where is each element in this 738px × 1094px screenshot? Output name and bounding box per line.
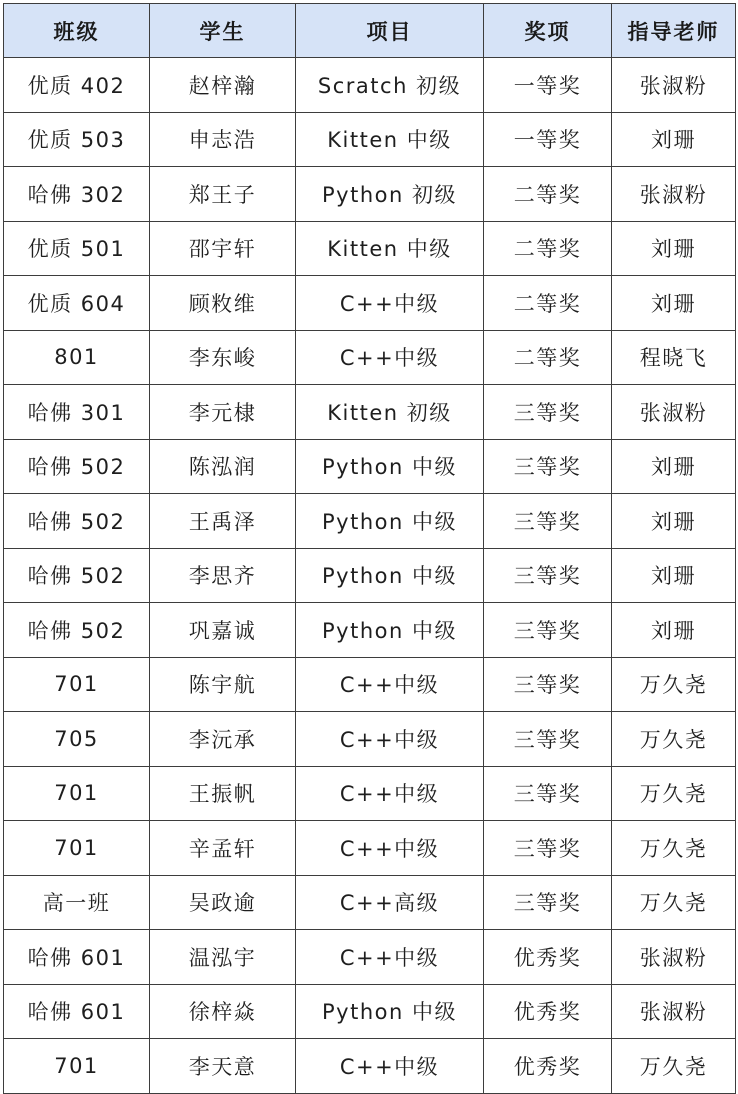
cell-award: 二等奖	[484, 330, 612, 385]
cell-teacher: 张淑粉	[612, 984, 736, 1039]
cell-teacher: 刘珊	[612, 548, 736, 603]
cell-student: 邵宇轩	[150, 221, 296, 276]
cell-teacher: 刘珊	[612, 112, 736, 167]
cell-student: 巩嘉诚	[150, 603, 296, 658]
cell-class: 优质 604	[4, 276, 150, 331]
table-row	[4, 875, 736, 930]
cell-class: 801	[4, 330, 150, 385]
table-row	[4, 385, 736, 440]
cell-teacher: 程晓飞	[612, 330, 736, 385]
header-student: 学生	[150, 4, 296, 58]
table-row	[4, 930, 736, 985]
table-row	[4, 494, 736, 549]
cell-class: 701	[4, 821, 150, 876]
table-row	[4, 330, 736, 385]
header-teacher: 指导老师	[612, 4, 736, 58]
cell-award: 一等奖	[484, 58, 612, 113]
cell-teacher: 万久尧	[612, 657, 736, 712]
cell-class: 高一班	[4, 875, 150, 930]
cell-project: C++中级	[296, 712, 484, 767]
table-row	[4, 821, 736, 876]
table-row	[4, 112, 736, 167]
cell-teacher: 刘珊	[612, 221, 736, 276]
cell-award: 二等奖	[484, 167, 612, 222]
cell-teacher: 刘珊	[612, 494, 736, 549]
table-row	[4, 1039, 736, 1094]
cell-student: 王振帆	[150, 766, 296, 821]
cell-teacher: 万久尧	[612, 1039, 736, 1094]
cell-teacher: 万久尧	[612, 821, 736, 876]
cell-project: C++中级	[296, 276, 484, 331]
cell-teacher: 刘珊	[612, 439, 736, 494]
cell-student: 郑王子	[150, 167, 296, 222]
cell-student: 赵梓瀚	[150, 58, 296, 113]
table-row	[4, 766, 736, 821]
table-row	[4, 603, 736, 658]
cell-project: Kitten 中级	[296, 221, 484, 276]
cell-award: 三等奖	[484, 875, 612, 930]
cell-class: 哈佛 601	[4, 984, 150, 1039]
cell-student: 李沅承	[150, 712, 296, 767]
cell-award: 一等奖	[484, 112, 612, 167]
cell-project: Kitten 初级	[296, 385, 484, 440]
table-row	[4, 167, 736, 222]
cell-class: 优质 501	[4, 221, 150, 276]
cell-award: 三等奖	[484, 494, 612, 549]
cell-project: Scratch 初级	[296, 58, 484, 113]
cell-teacher: 万久尧	[612, 875, 736, 930]
cell-award: 三等奖	[484, 548, 612, 603]
cell-class: 哈佛 502	[4, 548, 150, 603]
cell-project: Python 初级	[296, 167, 484, 222]
cell-student: 王禹泽	[150, 494, 296, 549]
cell-student: 李东峻	[150, 330, 296, 385]
cell-class: 哈佛 301	[4, 385, 150, 440]
cell-project: Kitten 中级	[296, 112, 484, 167]
table-header	[4, 4, 736, 58]
table-row	[4, 657, 736, 712]
cell-student: 李元棣	[150, 385, 296, 440]
cell-class: 优质 402	[4, 58, 150, 113]
header-row	[4, 4, 736, 58]
header-class: 班级	[4, 4, 150, 58]
cell-student: 辛孟轩	[150, 821, 296, 876]
cell-project: Python 中级	[296, 494, 484, 549]
cell-student: 陈泓润	[150, 439, 296, 494]
table-row	[4, 58, 736, 113]
cell-project: C++中级	[296, 657, 484, 712]
table-row	[4, 984, 736, 1039]
cell-student: 李思齐	[150, 548, 296, 603]
table-row	[4, 548, 736, 603]
cell-class: 哈佛 502	[4, 603, 150, 658]
cell-project: C++高级	[296, 875, 484, 930]
cell-class: 哈佛 302	[4, 167, 150, 222]
cell-student: 温泓宇	[150, 930, 296, 985]
cell-class: 701	[4, 1039, 150, 1094]
cell-class: 优质 503	[4, 112, 150, 167]
cell-award: 优秀奖	[484, 1039, 612, 1094]
table-body	[4, 58, 736, 1094]
cell-project: C++中级	[296, 930, 484, 985]
cell-teacher: 张淑粉	[612, 58, 736, 113]
table-row	[4, 439, 736, 494]
cell-project: C++中级	[296, 330, 484, 385]
cell-student: 顾敉维	[150, 276, 296, 331]
cell-award: 优秀奖	[484, 984, 612, 1039]
cell-project: Python 中级	[296, 603, 484, 658]
cell-award: 三等奖	[484, 766, 612, 821]
cell-teacher: 刘珊	[612, 276, 736, 331]
cell-award: 三等奖	[484, 821, 612, 876]
cell-project: C++中级	[296, 766, 484, 821]
cell-teacher: 万久尧	[612, 766, 736, 821]
header-award: 奖项	[484, 4, 612, 58]
cell-student: 陈宇航	[150, 657, 296, 712]
cell-teacher: 张淑粉	[612, 930, 736, 985]
cell-student: 李天意	[150, 1039, 296, 1094]
cell-class: 701	[4, 657, 150, 712]
cell-award: 三等奖	[484, 657, 612, 712]
header-project: 项目	[296, 4, 484, 58]
cell-project: Python 中级	[296, 548, 484, 603]
cell-class: 哈佛 601	[4, 930, 150, 985]
cell-teacher: 张淑粉	[612, 167, 736, 222]
cell-award: 三等奖	[484, 385, 612, 440]
cell-teacher: 万久尧	[612, 712, 736, 767]
cell-project: Python 中级	[296, 984, 484, 1039]
cell-award: 二等奖	[484, 276, 612, 331]
cell-award: 二等奖	[484, 221, 612, 276]
cell-class: 701	[4, 766, 150, 821]
table-row	[4, 221, 736, 276]
cell-student: 徐梓焱	[150, 984, 296, 1039]
cell-award: 三等奖	[484, 712, 612, 767]
cell-award: 优秀奖	[484, 930, 612, 985]
cell-class: 哈佛 502	[4, 494, 150, 549]
cell-teacher: 张淑粉	[612, 385, 736, 440]
cell-teacher: 刘珊	[612, 603, 736, 658]
cell-award: 三等奖	[484, 603, 612, 658]
cell-project: C++中级	[296, 821, 484, 876]
cell-student: 吴政逾	[150, 875, 296, 930]
cell-class: 哈佛 502	[4, 439, 150, 494]
cell-award: 三等奖	[484, 439, 612, 494]
table-row	[4, 712, 736, 767]
table-row	[4, 276, 736, 331]
award-table	[3, 3, 736, 1094]
cell-student: 申志浩	[150, 112, 296, 167]
cell-project: Python 中级	[296, 439, 484, 494]
cell-project: C++中级	[296, 1039, 484, 1094]
cell-class: 705	[4, 712, 150, 767]
